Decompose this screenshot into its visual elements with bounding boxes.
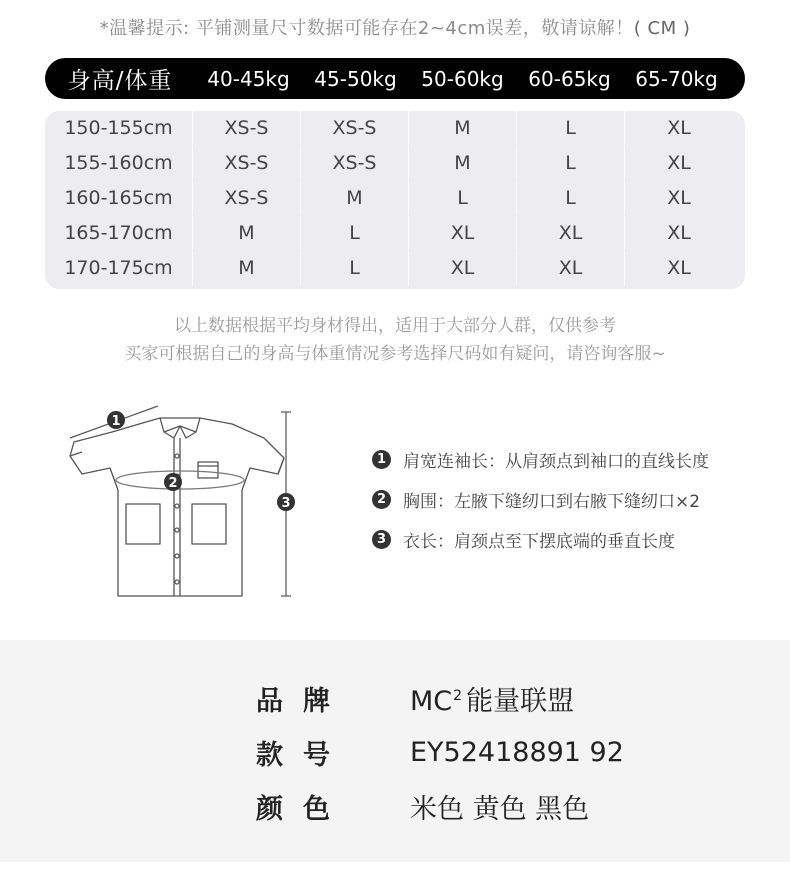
size-cell: XS-S (193, 111, 301, 145)
garment-chest-pocket (198, 462, 218, 478)
size-cell: M (193, 251, 301, 285)
size-cell: XL (517, 216, 625, 250)
brand-suffix: 能量联盟 (466, 685, 575, 717)
size-cell: XL (409, 251, 517, 285)
legend-item (372, 526, 709, 552)
size-cell: XS-S (301, 146, 409, 180)
table-row (45, 216, 745, 250)
size-cell: L (517, 146, 625, 180)
size-cell: XL (667, 222, 691, 244)
legend-text: 衣长：肩颈点至下摆底端的垂直长度 (403, 531, 675, 552)
badge-3 (277, 493, 295, 511)
size-cell: XL (517, 251, 625, 285)
product-info-panel (0, 640, 790, 862)
size-chart-header (45, 58, 745, 99)
height-cell: 170-175cm (45, 251, 193, 285)
measurement-disclaimer (0, 14, 790, 40)
size-advice-note (0, 312, 790, 368)
brand-row (0, 680, 790, 716)
brand-name: MC (410, 685, 453, 717)
number-badge-icon: 1 (372, 450, 391, 469)
garment-collar (160, 418, 200, 438)
advice-line: 以上数据根据平均身材得出，适用于大部分人群，仅供参考 (174, 316, 616, 336)
weight-column-header: 65-70kg (635, 66, 718, 91)
height-weight-label: 身高/体重 (67, 68, 173, 94)
brand-value (410, 679, 574, 718)
garment-right-pocket (192, 504, 226, 544)
measurement-legend (372, 446, 709, 566)
size-cell: L (517, 181, 625, 215)
unit-label: ( CM ) (633, 18, 691, 39)
size-cell: L (301, 251, 409, 285)
model-row (0, 734, 790, 770)
number-badge-icon: 2 (372, 490, 391, 509)
size-cell: XL (409, 216, 517, 250)
size-cell: XL (667, 152, 691, 174)
weight-column-header: 40-45kg (207, 66, 290, 91)
size-cell: XS-S (301, 111, 409, 145)
size-chart-table (45, 111, 745, 289)
color-label: 颜色 (256, 793, 350, 825)
size-cell: M (193, 216, 301, 250)
size-cell: XL (667, 257, 691, 279)
disclaimer-text: *温馨提示: 平铺测量尺寸数据可能存在2~4cm误差，敬请谅解！ (99, 18, 634, 39)
advice-line: 买家可根据自己的身高与体重情况参考选择尺码如有疑问，请咨询客服~ (124, 344, 666, 364)
size-cell: XL (667, 117, 691, 139)
garment-left-pocket (126, 504, 160, 544)
model-value: EY52418891 92 (410, 736, 624, 768)
garment-placket (174, 438, 180, 596)
size-cell: XS-S (193, 146, 301, 180)
height-cell: 155-160cm (45, 146, 193, 180)
height-cell: 160-165cm (45, 181, 193, 215)
size-cell: M (301, 181, 409, 215)
weight-column-header: 45-50kg (314, 66, 397, 91)
svg-text:3: 3 (281, 496, 291, 511)
weight-column-header: 50-60kg (421, 66, 504, 91)
legend-text: 肩宽连袖长：从肩颈点到袖口的直线长度 (403, 451, 709, 472)
legend-text: 胸围：左腋下缝纫口到右腋下缝纫口×2 (403, 491, 701, 512)
size-cell: L (517, 111, 625, 145)
table-row (45, 111, 745, 145)
svg-text:1: 1 (111, 414, 121, 429)
weight-column-header: 60-65kg (528, 66, 611, 91)
color-row (0, 788, 790, 824)
size-cell: XS-S (193, 181, 301, 215)
size-cell: XL (667, 187, 691, 209)
size-cell: M (409, 146, 517, 180)
brand-superscript: 2 (453, 687, 463, 704)
color-value: 米色 黄色 黑色 (410, 793, 590, 825)
brand-label: 品牌 (256, 685, 350, 717)
size-cell: L (301, 216, 409, 250)
table-row (45, 181, 745, 215)
number-badge-icon: 3 (372, 530, 391, 549)
badge-1 (107, 411, 125, 429)
size-cell: L (409, 181, 517, 215)
model-label: 款号 (256, 739, 350, 771)
legend-item (372, 486, 709, 512)
legend-item (372, 446, 709, 472)
height-cell: 150-155cm (45, 111, 193, 145)
svg-text:2: 2 (168, 476, 178, 491)
size-cell: M (409, 111, 517, 145)
table-row (45, 251, 745, 285)
garment-measurement-diagram (60, 398, 310, 603)
height-cell: 165-170cm (45, 216, 193, 250)
table-row (45, 146, 745, 180)
badge-2 (164, 473, 182, 491)
